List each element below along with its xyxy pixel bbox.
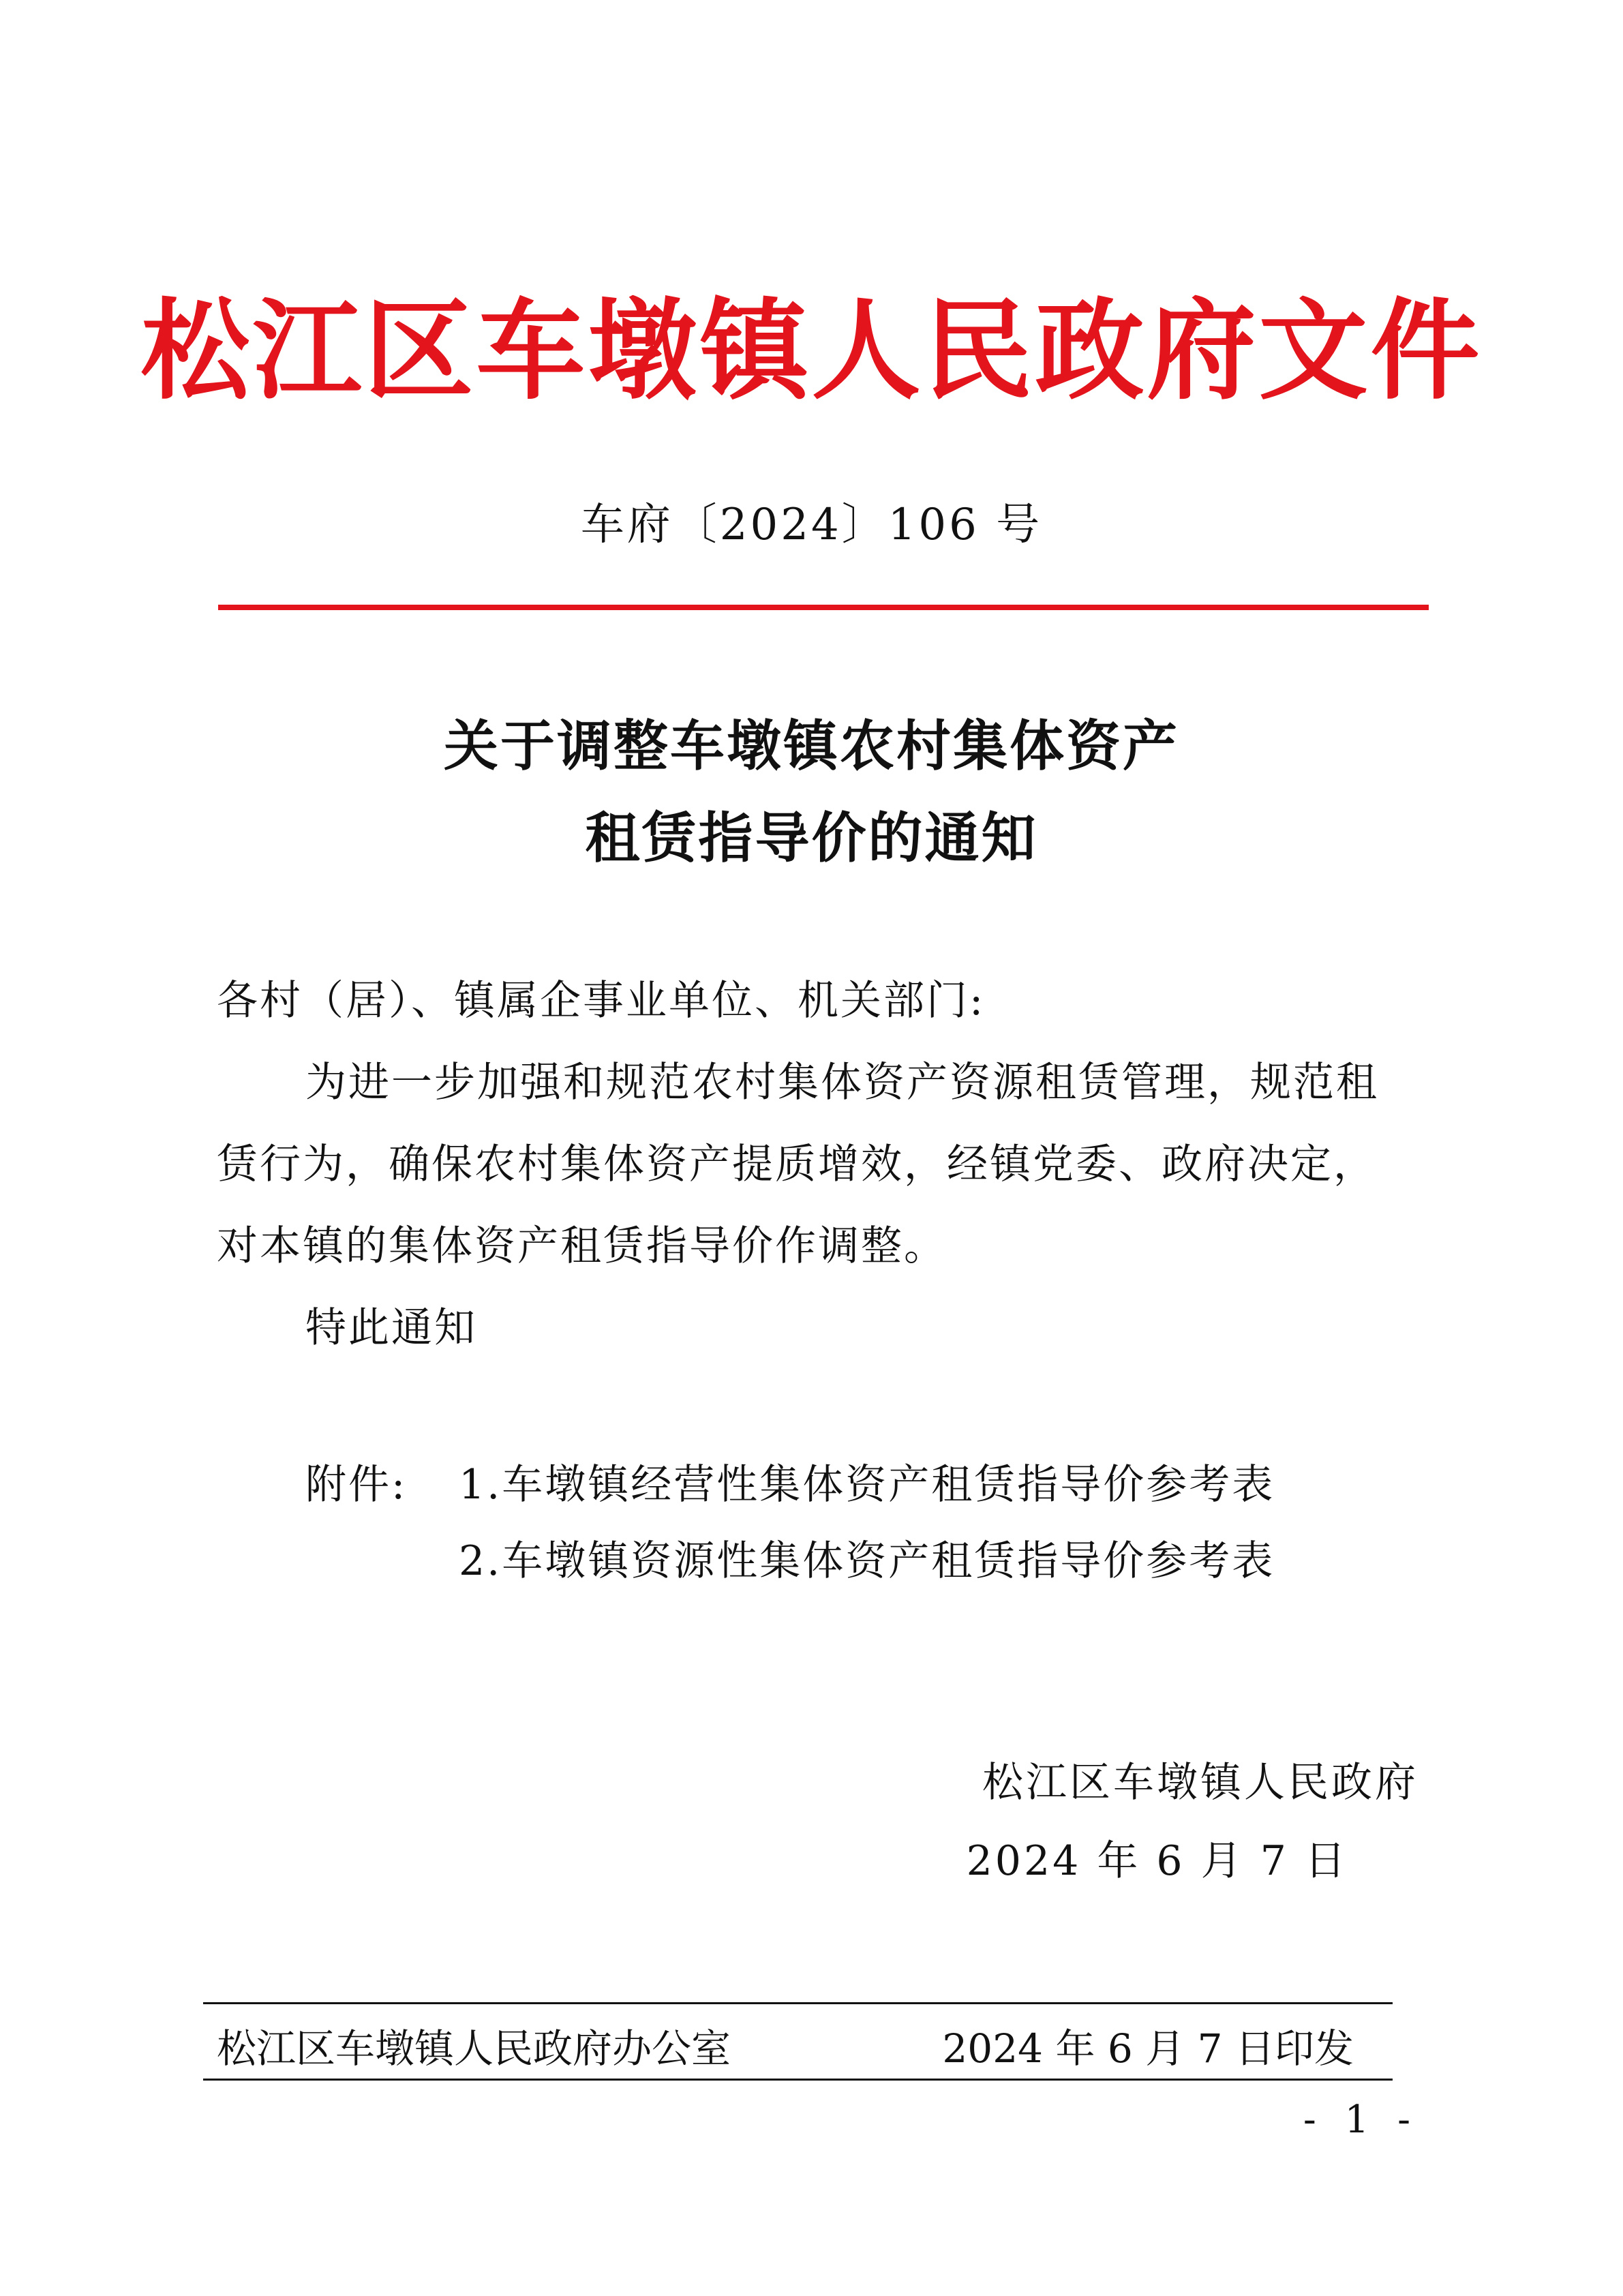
red-divider (218, 605, 1429, 610)
footer-issuer: 松江区车墩镇人民政府办公室 (217, 2025, 731, 2072)
footer-top-rule (203, 2002, 1393, 2004)
attachment-item: 2.车墩镇资源性集体资产租赁指导价参考表 (459, 1537, 1275, 1585)
notice-title-line-1: 关于调整车墩镇农村集体资产 (444, 714, 1179, 778)
signature-org: 松江区车墩镇人民政府 (982, 1759, 1419, 1807)
footer-bottom-rule (203, 2079, 1393, 2081)
page-number: - 1 - (1303, 2098, 1419, 2142)
notice-title-line-2: 租赁指导价的通知 (585, 806, 1038, 870)
document-number: 车府〔2024〕106 号 (580, 500, 1043, 550)
signature-date: 2024 年 6 月 7 日 (966, 1837, 1348, 1885)
attachment-item: 1.车墩镇经营性集体资产租赁指导价参考表 (459, 1461, 1275, 1509)
document-header-title: 松江区车墩镇人民政府文件 (140, 287, 1483, 414)
body-paragraph-line: 对本镇的集体资产租赁指导价作调整。 (217, 1222, 947, 1270)
footer-print-date: 2024 年 6 月 7 日印发 (942, 2025, 1354, 2072)
body-paragraph-line: 赁行为，确保农村集体资产提质增效，经镇党委、政府决定， (217, 1141, 1376, 1188)
closing-line: 特此通知 (305, 1304, 477, 1352)
body-paragraph-line: 为进一步加强和规范农村集体资产资源租赁管理，规范租 (305, 1059, 1379, 1106)
attachments-label: 附件: (305, 1461, 408, 1509)
salutation: 各村（居）、镇属企事业单位、机关部门: (217, 977, 986, 1025)
